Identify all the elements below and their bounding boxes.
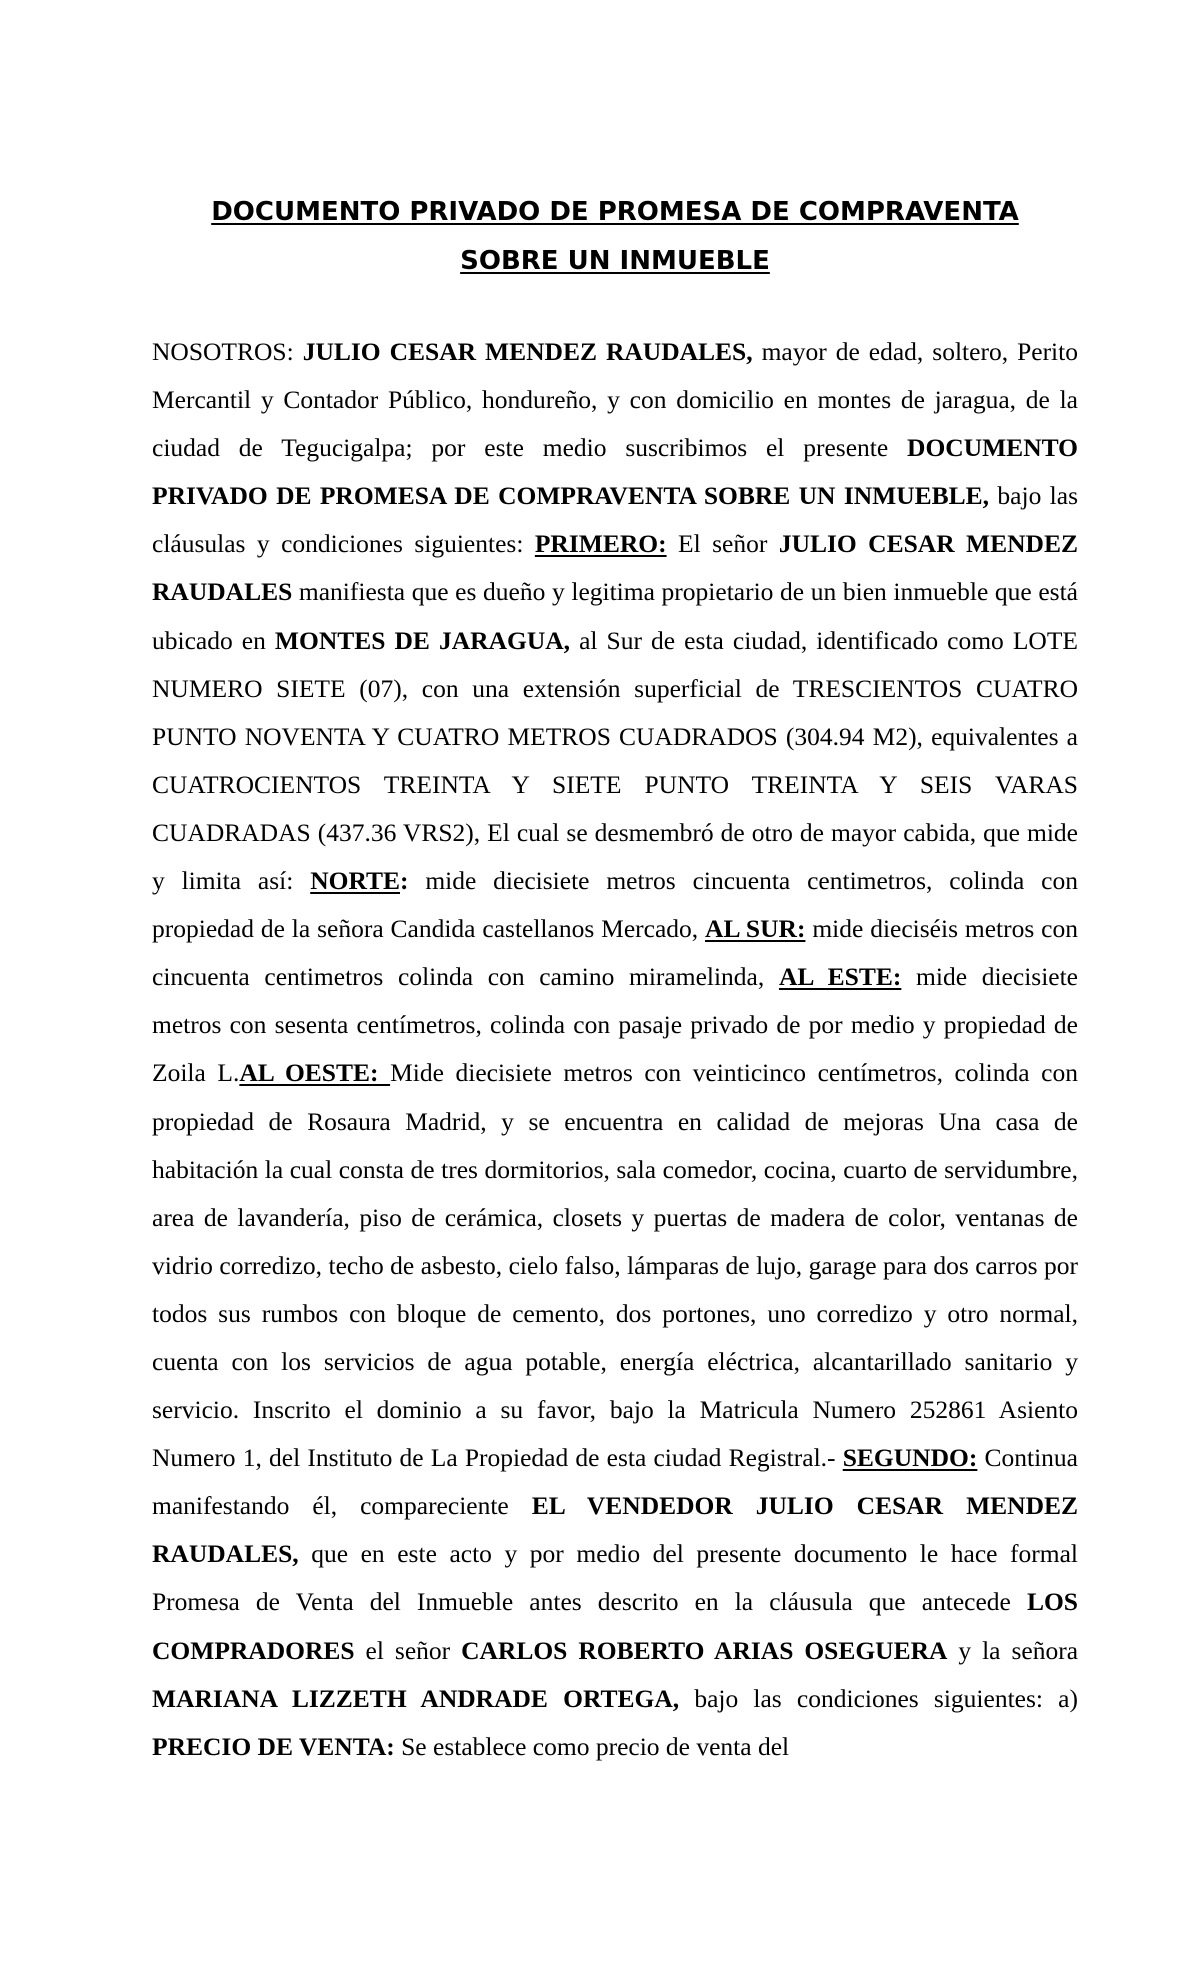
title-line-2: SOBRE UN INMUEBLE [460, 246, 770, 276]
buyer-2-name: MARIANA LIZZETH ANDRADE ORTEGA, [152, 1683, 680, 1713]
conditions-text: bajo las condiciones siguientes: a) [679, 1683, 1078, 1713]
seller-name-2: JULIO CESAR MENDEZ RAUDALES [152, 529, 1078, 607]
clause-primero-label: PRIMERO: [534, 529, 667, 559]
al-este-label: AL ESTE: [778, 962, 902, 992]
seller-role-name: EL VENDEDOR JULIO CESAR MENDEZ RAUDALES, [152, 1491, 1078, 1569]
al-sur-label: AL SUR: [705, 914, 806, 944]
buyer-2-prefix: y la señora [947, 1635, 1079, 1665]
al-sur-text: mide dieciséis metros con cincuenta centimetros colinda con camino miramelinda, [152, 914, 1078, 992]
buyer-1-name: CARLOS ROBERTO ARIAS OSEGUERA [461, 1635, 948, 1665]
property-description: al Sur de esta ciudad, identificado como LOTE NUMERO SIETE (07), con una extensión superficial de TRESCIENTOS CUATRO PUNTO NOVENTA Y CUATRO METROS CUADRADOS (304.94 M2), equivalentes a CUATROCIENTOS TREINTA Y SIETE PUNTO TREINTA Y SEIS VARAS CUADRADAS (437.36 VRS2), El cual se desmembró de otro de mayor cabida, que mide y limita así: [152, 625, 1078, 896]
seller-name: JULIO CESAR MENDEZ RAUDALES, [302, 337, 753, 366]
document-name-reference: DOCUMENTO PRIVADO DE PROMESA DE COMPRAVENTA SOBRE UN INMUEBLE, [152, 433, 1078, 511]
buyer-1-prefix: el señor [354, 1635, 462, 1665]
clause-segundo-text: Continua manifestando él, compareciente [152, 1443, 1078, 1521]
location-name: MONTES DE JARAGUA, [274, 625, 571, 655]
buyers-label: LOS COMPRADORES [152, 1587, 1078, 1665]
norte-colon: : [400, 866, 409, 896]
al-oeste-text: Mide diecisiete metros con veinticinco centímetros, colinda con propiedad de Rosaura Madrid, y se encuentra en calidad de mejoras Una casa de habitación la cual consta de tres dormitorios, sala comedor, cocina, cuarto de servidumbre, area de lavandería, piso de cerámica, closets y puertas de madera de color, ventanas de vidrio corredizo, techo de asbesto, cielo falso, lámparas de lujo, garage para dos carros por todos sus rumbos con bloque de cemento, dos portones, uno corredizo y otro normal, cuenta con los servicios de agua potable, energía eléctrica, alcantarillado sanitario y servicio. Inscrito el dominio a su favor, bajo la Matricula Numero 252861 Asiento Numero 1, del Instituto de La Propiedad de esta ciudad Registral.- [152, 1058, 1078, 1473]
promise-text: que en este acto y por medio del presente documento le hace formal Promesa de Venta del Inmueble antes descrito en la cláusula que antecede [152, 1539, 1078, 1617]
al-oeste-label: AL OESTE: [239, 1058, 391, 1088]
al-este-text: mide diecisiete metros con sesenta centímetros, colinda con pasaje privado de por medio y propiedad de Zoila L. [152, 962, 1079, 1088]
intro-label: NOSOTROS: [152, 337, 303, 366]
clause-primero-text: El señor [666, 529, 779, 559]
sale-price-label: PRECIO DE VENTA: [152, 1731, 395, 1761]
title-line-1: DOCUMENTO PRIVADO DE PROMESA DE COMPRAVENTA [211, 197, 1019, 227]
document-title [150, 188, 1080, 286]
norte-text: mide diecisiete metros cincuenta centimetros, colinda con propiedad de la señora Candida castellanos Mercado, [152, 866, 1079, 944]
seller-description: mayor de edad, soltero, Perito Mercantil y Contador Público, hondureño, y con domicilio en montes de jaragua, de la ciudad de Tegucigalpa; por este medio suscribimos el presente [152, 337, 1078, 463]
clauses-intro: bajo las cláusulas y condiciones siguientes: [152, 481, 1079, 559]
ownership-text: manifiesta que es dueño y legitima propietario de un bien inmueble que está ubicado en [152, 577, 1078, 655]
norte-label: NORTE [310, 866, 400, 896]
sale-price-text: Se establece como precio de venta del [394, 1731, 790, 1761]
contract-body-paragraph [152, 328, 1078, 1771]
clause-segundo-label: SEGUNDO: [842, 1443, 978, 1473]
